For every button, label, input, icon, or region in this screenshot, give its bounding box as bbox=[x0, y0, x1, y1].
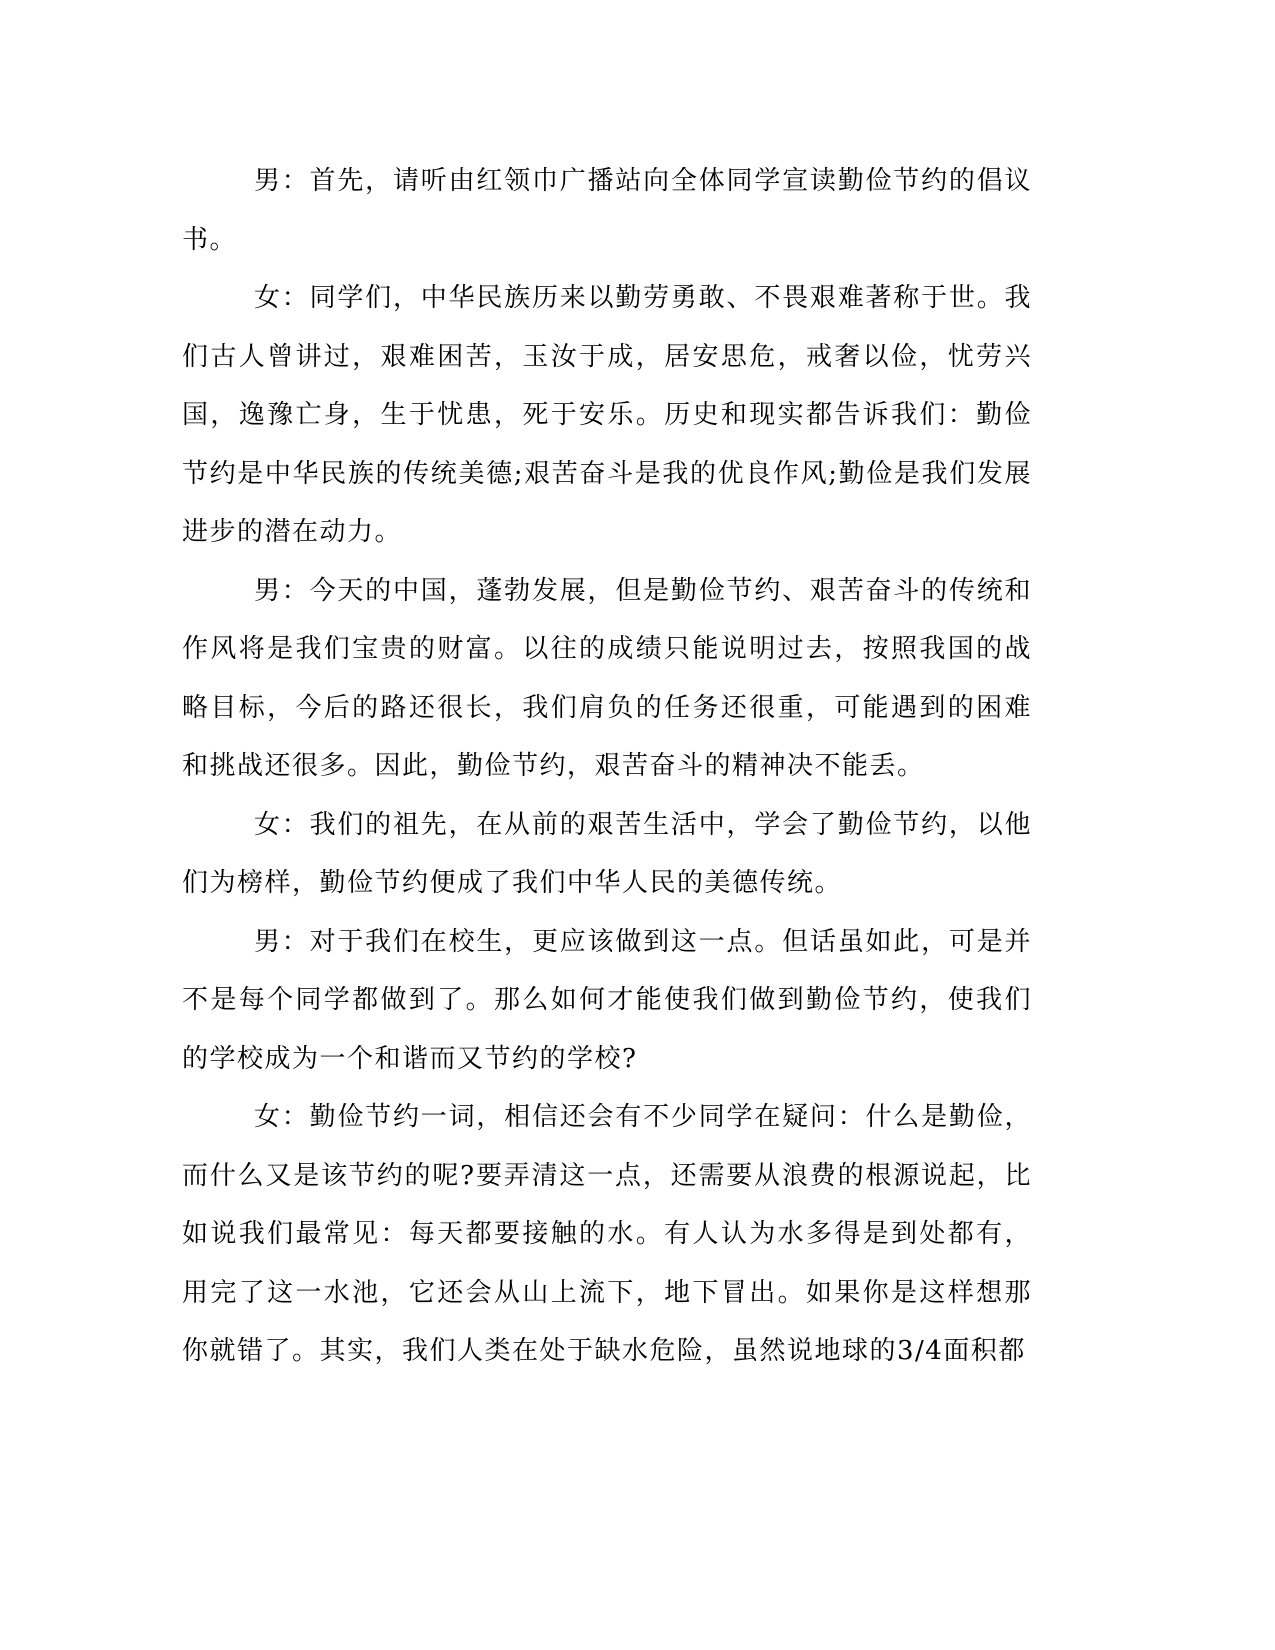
paragraph-3: 男：今天的中国，蓬勃发展，但是勤俭节约、艰苦奋斗的传统和作风将是我们宝贵的财富。以往的成绩只能说明过去，按照我国的战略目标，今后的路还很长，我们肩负的任务还很重，可能遇到的困难和挑战还很多。因此，勤俭节约，艰苦奋斗的精神决不能丢。 bbox=[182, 575, 1032, 781]
paragraph-2: 女：同学们，中华民族历来以勤劳勇敢、不畏艰难著称于世。我们古人曾讲过，艰难困苦，玉汝于成，居安思危，戒奢以俭，忧劳兴国，逸豫亡身，生于忧患，死于安乐。历史和现实都告诉我们：勤俭节约是中华民族的传统美德;艰苦奋斗是我的优良作风;勤俭是我们发展进步的潜在动力。 bbox=[182, 283, 1032, 547]
paragraph-1: 男：首先，请听由红领巾广播站向全体同学宣读勤俭节约的倡议书。 bbox=[182, 166, 1032, 255]
paragraph-6: 女：勤俭节约一词，相信还会有不少同学在疑问：什么是勤俭，而什么又是该节约的呢?要弄清这一点，还需要从浪费的根源说起，比如说我们最常见：每天都要接触的水。有人认为水多得是到处都有，用完了这一水池，它还会从山上流下，地下冒出。如果你是这样想那你就错了。其实，我们人类在处于缺水危险，虽然说地球的3/4面积都 bbox=[182, 1102, 1032, 1366]
paragraph-5: 男：对于我们在校生，更应该做到这一点。但话虽如此，可是并不是每个同学都做到了。那么如何才能使我们做到勤俭节约，使我们的学校成为一个和谐而又节约的学校? bbox=[182, 926, 1032, 1074]
document-body bbox=[182, 152, 1032, 1381]
paragraph-4: 女：我们的祖先，在从前的艰苦生活中，学会了勤俭节约，以他们为榜样，勤俭节约便成了我们中华人民的美德传统。 bbox=[182, 809, 1032, 898]
